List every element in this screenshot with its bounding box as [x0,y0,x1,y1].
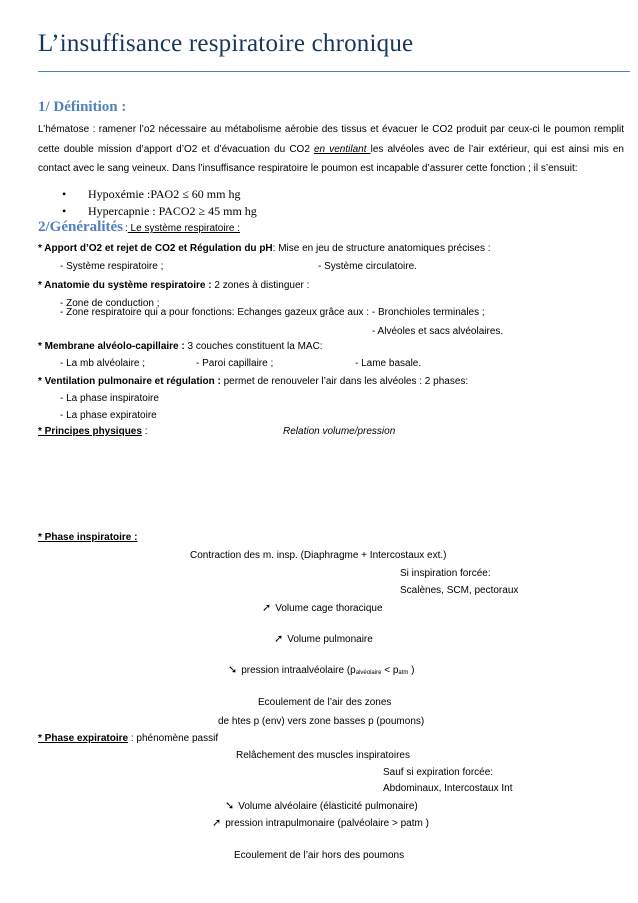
relation-volume-pression: Relation volume/pression [283,426,396,437]
insp-volume-pulmonaire: ➚ Volume pulmonaire [274,633,373,645]
anatomie-line: * Anatomie du système respiratoire : 2 zones à distinguer : [38,280,310,291]
mac-layer-1: - La mb alvéolaire ; [60,358,146,369]
exp-pression-intrapulmonaire: ➚ pression intrapulmonaire (palvéolaire > patm ) [212,817,429,829]
insp-volume-cage: ➚ Volume cage thoracique [262,602,383,614]
section-heading-definition: 1/ Définition : [38,99,127,115]
page-title: L’insuffisance respiratoire chronique [38,30,414,57]
definition-text-b: les alvéoles avec de l’air extérieur, qui est ainsi mis en contact avec le sang veineux. Dans l’insuffisance respiratoire le poumon est incapable d’assurer cette fonction ; il s’ensuit: [38,143,624,174]
exp-relachement: Relâchement des muscles inspiratoires [236,750,410,761]
phase-inspiratoire-item: - La phase inspiratoire [60,393,159,404]
title-divider [38,71,630,72]
system-respiratoire: - Système respiratoire ; [60,261,164,272]
phase-expiratoire-heading: * Phase expiratoire : phénomène passif [38,733,219,744]
definition-paragraph [38,120,624,179]
system-circulatoire: - Système circulatoire. [318,261,417,272]
mac-layer-3: - Lame basale. [355,358,422,369]
definition-emphasis: en ventilant [314,143,371,155]
exp-forcee: Sauf si expiration forcée: [383,767,494,778]
arrow-up-icon: ➚ [262,602,272,614]
apport-line: * Apport d’O2 et rejet de CO2 et Régulation du pH: Mise en jeu de structure anatomiques précises : [38,243,491,254]
mac-layer-2: - Paroi capillaire ; [196,358,274,369]
insp-forcee: Si inspiration forcée: [400,568,491,579]
arrow-down-icon: ➘ [225,800,235,812]
phase-expiratoire-item: - La phase expiratoire [60,410,157,421]
definition-text-a: L’hématose : ramener l’o2 nécessaire au métabolisme aérobie des tissus et évacuer le CO2 produit par ceux-ci le poumon remplit cette double mission d’apport d’O2 et d’évacuation du CO2 [38,124,624,155]
insp-contraction: Contraction des m. insp. (Diaphragme + Intercostaux ext.) [190,550,447,561]
phase-inspiratoire-heading: * Phase inspiratoire : [38,532,138,543]
exp-muscles: Abdominaux, Intercostaux Int [383,783,513,794]
arrow-up-icon: ➚ [274,633,284,645]
exp-ecoulement: Ecoulement de l’air hors des poumons [234,850,405,861]
principes-physiques: * Principes physiques : [38,426,148,437]
bullet-hypercapnie: • Hypercapnie : PACO2 ≥ 45 mm hg [62,204,257,218]
zone-conduction: - Zone de conduction ; [60,298,160,309]
insp-ecoulement: Ecoulement de l’air des zones [258,697,392,708]
exp-volume-alveolaire: ➘ Volume alvéolaire (élasticité pulmonaire) [225,800,418,812]
bullet-hypoxemie: • Hypoxémie :PAO2 ≤ 60 mm hg [62,187,241,201]
ventilation-line: * Ventilation pulmonaire et régulation : permet de renouveler l’air dans les alvéoles : 2 phases: [38,376,469,387]
alveoles-sacs: - Alvéoles et sacs alvéolaires. [372,326,504,337]
arrow-up-icon: ➚ [212,817,222,829]
membrane-line: * Membrane alvéolo-capillaire : 3 couches constituent la MAC: [38,341,323,352]
insp-muscles-accessoires: Scalènes, SCM, pectoraux [400,585,519,596]
arrow-down-icon: ➘ [228,664,238,676]
insp-gradient: de htes p (env) vers zone basses p (poumons) [218,716,425,727]
insp-pression-intraalveolaire: ➘ pression intraalvéolaire ($p_{alvéolaire} < p_{atm}$ ) [228,664,415,676]
zone-respiratoire: - Zone respiratoire qui a pour fonctions: Echanges gazeux grâce aux : - Bronchioles terminales ; [60,307,485,318]
section-heading-generalites: 2/Généralités : Le système respiratoire : [38,219,241,235]
